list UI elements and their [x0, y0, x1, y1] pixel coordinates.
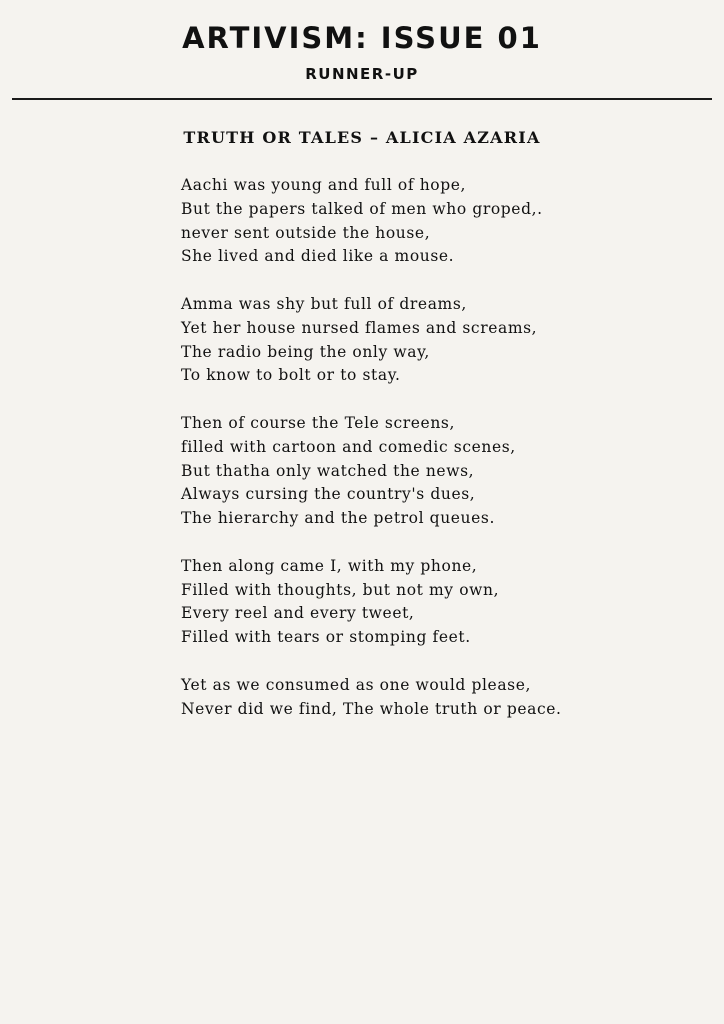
poem-line: Then of course the Tele screens, — [181, 413, 455, 432]
stanza-1 — [181, 174, 681, 269]
stanza-2 — [181, 293, 681, 388]
poem-line: Filled with tears or stomping feet. — [181, 628, 471, 647]
poem-line: Yet as we consumed as one would please, — [181, 675, 532, 694]
poem-line: To know to bolt or to stay. — [181, 366, 401, 385]
poem-line: But thatha only watched the news, — [181, 461, 475, 480]
poem-line: Aachi was young and full of hope, — [181, 176, 467, 194]
poem-line: Then along came I, with my phone, — [181, 556, 478, 575]
poem-line: The radio being the only way, — [181, 342, 430, 361]
stanza-5 — [181, 674, 681, 722]
poem-line: But the papers talked of men who groped,. — [181, 199, 543, 218]
poem-line: Every reel and every tweet, — [181, 604, 415, 623]
stanza-4 — [181, 555, 681, 650]
page-title: ARTIVISM: ISSUE 01 — [182, 21, 542, 55]
poem-line: Always cursing the country's dues, — [181, 485, 476, 504]
page-subtitle: RUNNER-UP — [305, 65, 419, 83]
poem-line: Never did we find, The whole truth or peace. — [181, 699, 562, 718]
poem-line: Yet her house nursed flames and screams, — [181, 318, 538, 337]
poem-line: She lived and died like a mouse. — [181, 247, 455, 266]
poem-title: TRUTH OR TALES – ALICIA AZARIA — [183, 128, 541, 147]
poem-line: filled with cartoon and comedic scenes, — [181, 437, 516, 456]
header-divider — [12, 98, 712, 100]
poem-line: never sent outside the house, — [181, 223, 431, 242]
poem-body — [181, 174, 681, 745]
poem-line: Filled with thoughts, but not my own, — [181, 580, 500, 599]
stanza-3 — [181, 412, 681, 531]
poem-line: The hierarchy and the petrol queues. — [181, 509, 495, 528]
poem-line: Amma was shy but full of dreams, — [181, 294, 467, 313]
